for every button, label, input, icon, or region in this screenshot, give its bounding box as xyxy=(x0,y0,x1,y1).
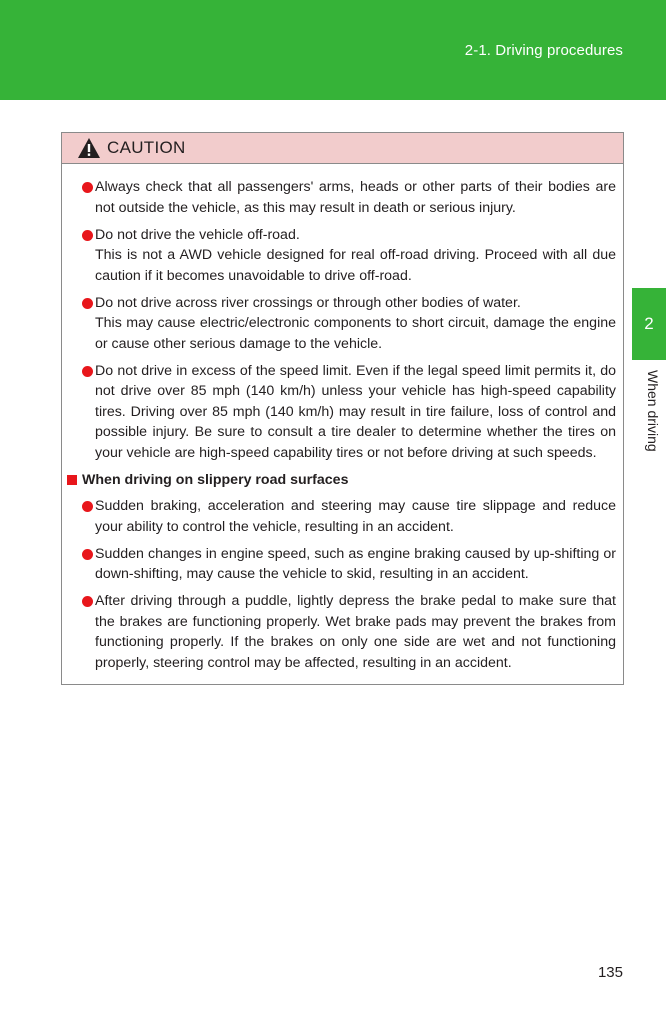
page-number: 135 xyxy=(597,964,623,981)
section-title: 2-1. Driving procedures xyxy=(464,42,623,59)
bullet-dot-icon xyxy=(82,366,93,377)
bullet-text: Do not drive the vehicle off-road. xyxy=(95,226,300,243)
bullet-dot-icon xyxy=(82,182,93,193)
bullet-item xyxy=(67,293,616,355)
chapter-number: 2 xyxy=(644,314,654,333)
bullet-item xyxy=(67,225,616,287)
bullet-text: Sudden braking, acceleration and steering may cause tire slippage and reduce your ability to control the vehicle, resulting in an accident. xyxy=(95,498,616,535)
bullet-text: This may cause electric/electronic components to short circuit, damage the engine or cause other serious damage to the vehicle. xyxy=(95,315,616,352)
bullet-item xyxy=(67,361,616,464)
caution-bullet-list xyxy=(67,177,616,463)
chapter-label: When driving xyxy=(645,370,661,452)
caution-header xyxy=(62,133,623,164)
bullet-item xyxy=(67,544,616,585)
bullet-item xyxy=(67,591,616,673)
caution-title: CAUTION xyxy=(107,138,186,157)
section-heading xyxy=(67,470,616,490)
bullet-dot-icon xyxy=(82,596,93,607)
bullet-dot-icon xyxy=(82,501,93,512)
header-bar xyxy=(0,0,666,100)
bullet-item xyxy=(67,177,616,218)
bullet-dot-icon xyxy=(82,230,93,241)
bullet-text: After driving through a puddle, lightly depress the brake pedal to make sure that the brakes are functioning properly. Wet brake pads may prevent the brakes from functioning properly. If the brakes on only one side are wet and not functioning properly, steering control may be affected, resulting in an accident. xyxy=(95,593,616,671)
bullet-text: Do not drive across river crossings or through other bodies of water. xyxy=(95,294,521,311)
chapter-tab[interactable] xyxy=(632,288,666,360)
bullet-item xyxy=(67,496,616,537)
square-bullet-icon xyxy=(67,475,77,485)
section-bullet-list xyxy=(67,496,616,673)
caution-content xyxy=(62,164,623,673)
bullet-text: Sudden changes in engine speed, such as engine braking caused by up-shifting or down-shifting, may cause the vehicle to skid, resulting in an accident. xyxy=(95,545,616,582)
bullet-text: Do not drive in excess of the speed limit. Even if the legal speed limit permits it, do not drive over 85 mph (140 km/h) unless your vehicle has high-speed capability tires. Driving over 85 mph (140 km/h) may result in tire failure, loss of control and possible injury. Be sure to consult a tire dealer to determine whether the tires on your vehicle are high-speed capability tires or not before driving at such speeds. xyxy=(95,362,616,461)
warning-icon xyxy=(77,137,101,159)
section-heading-text: When driving on slippery road surfaces xyxy=(82,471,349,488)
bullet-text: Always check that all passengers' arms, heads or other parts of their bodies are not outside the vehicle, as this may result in death or serious injury. xyxy=(95,179,616,216)
bullet-dot-icon xyxy=(82,298,93,309)
bullet-text: This is not a AWD vehicle designed for real off-road driving. Proceed with all due caution if it becomes unavoidable to drive off-road. xyxy=(95,247,616,284)
caution-box xyxy=(61,132,624,685)
bullet-dot-icon xyxy=(82,549,93,560)
